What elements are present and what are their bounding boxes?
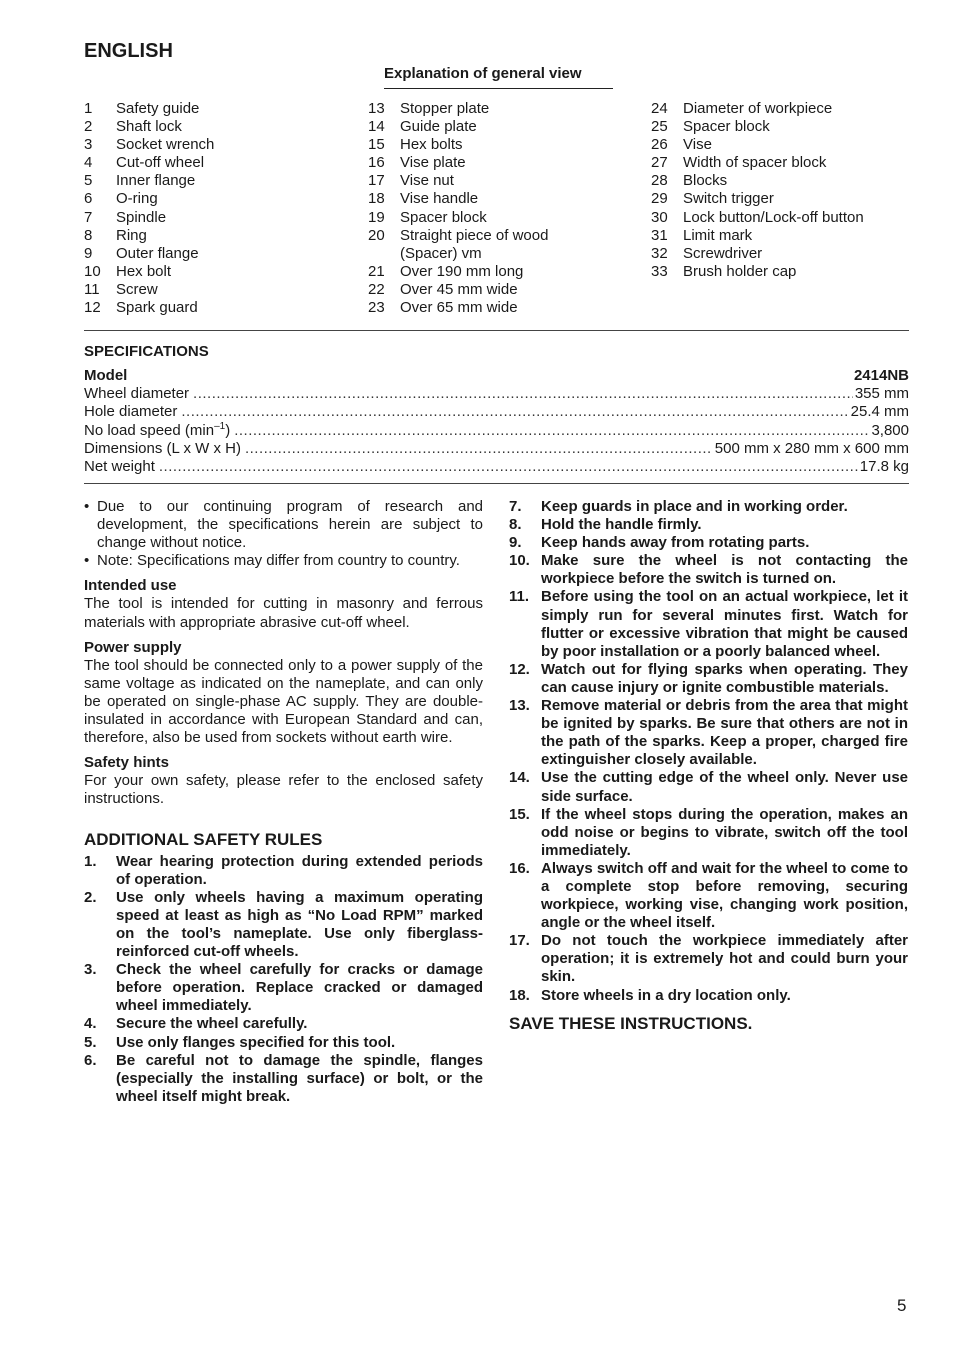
- spec-label-tail: ): [225, 421, 231, 439]
- legend-label: Spacer block: [400, 208, 487, 226]
- legend-item: [651, 209, 864, 227]
- legend-number: 31: [651, 226, 668, 244]
- legend-number: 10: [84, 262, 101, 280]
- legend-item: [368, 190, 548, 208]
- safety-rule: [84, 1015, 483, 1033]
- safety-rule-number: 7.: [509, 498, 522, 515]
- leader-dots: [181, 403, 848, 421]
- safety-rule-text: Use only wheels having a maximum operating speed at least as high as “No Load RPM” marked on the tool’s nameplate. Use only fiberglass-reinforced cut-off wheels.: [116, 888, 483, 961]
- page-number: 5: [897, 1296, 907, 1315]
- legend-number: 19: [368, 208, 385, 226]
- legend-number: 18: [368, 190, 385, 208]
- legend-item: [84, 154, 214, 172]
- legend-label: Brush holder cap: [683, 262, 797, 280]
- legend-number: 8: [84, 226, 93, 244]
- legend-label: Safety guide: [116, 100, 200, 117]
- legend-item: [84, 172, 214, 190]
- spec-label: [84, 440, 241, 458]
- legend-label: Screwdriver: [683, 244, 763, 262]
- safety-rule-text: Remove material or debris from the area that might be ignited by sparks. Be sure that others are not in the path of the sparks. Keep a proper, charged fire extinguisher closely available.: [541, 697, 908, 769]
- left-column: [84, 498, 483, 1106]
- divider-bottom: [84, 483, 909, 484]
- safety-rule-number: 11.: [509, 588, 530, 606]
- spec-label-superscript: –1: [214, 420, 226, 432]
- legend-item: [84, 263, 214, 281]
- safety-rule: [509, 552, 908, 588]
- legend-label: Spindle: [116, 208, 167, 226]
- legend-label: Blocks: [683, 172, 728, 190]
- legend-label: Ring: [116, 226, 147, 244]
- safety-rule-number: 9.: [509, 534, 522, 552]
- legend-number: 2: [84, 118, 93, 136]
- legend-number: 30: [651, 208, 668, 226]
- legend-item: [84, 281, 214, 299]
- safety-rule: [509, 769, 908, 805]
- legend-label: Vise plate: [400, 154, 466, 172]
- legend-label: Spark guard: [116, 299, 198, 317]
- spec-row: [84, 458, 909, 476]
- safety-hints-text: For your own safety, please refer to the enclosed safety instructions.: [84, 772, 483, 808]
- bullet-mark: •: [84, 498, 90, 515]
- leader-dots: [234, 422, 869, 440]
- spec-label-text: Dimensions (L x W x H): [84, 439, 241, 457]
- legend-item: [651, 118, 864, 136]
- spec-row: [84, 440, 909, 458]
- safety-rule-number: 3.: [84, 961, 97, 979]
- legend-label: Hex bolt: [116, 262, 172, 280]
- safety-rule: [509, 987, 908, 1005]
- spec-value: 500 mm x 280 mm x 600 mm: [714, 439, 909, 457]
- safety-rule-text: Wear hearing protection during extended periods of operation.: [116, 852, 483, 888]
- legend-label: Vise handle: [400, 190, 479, 208]
- legend-label: Switch trigger: [683, 190, 774, 208]
- legend-number: 26: [651, 136, 668, 154]
- spec-model-label: Model: [84, 367, 128, 384]
- legend-number: 13: [368, 100, 385, 117]
- legend-item: [368, 227, 548, 245]
- legend-number: 32: [651, 244, 668, 262]
- legend-label: Vise nut: [400, 172, 454, 190]
- legend-item: [651, 227, 864, 245]
- spec-label: [84, 385, 189, 403]
- safety-rule-number: 6.: [84, 1051, 97, 1069]
- legend-number: 6: [84, 190, 93, 208]
- bullet-text: Due to our continuing program of research and development, the specifications herein are subject to change without notice.: [97, 498, 483, 552]
- legend-label: Spacer block: [683, 118, 770, 136]
- legend-label: Hex bolts: [400, 136, 463, 154]
- legend-item: [368, 281, 548, 299]
- legend-item: [84, 299, 214, 317]
- legend-number: 25: [651, 118, 668, 136]
- legend-column-3: [651, 100, 864, 281]
- legend-item: [368, 209, 548, 227]
- safety-rule-text: Keep guards in place and in working order.: [541, 498, 848, 515]
- safety-rule: [509, 806, 908, 860]
- legend-number: 1: [84, 100, 93, 117]
- legend-item: [651, 136, 864, 154]
- legend-label: Limit mark: [683, 226, 753, 244]
- safety-rule-number: 14.: [509, 769, 530, 787]
- legend-number: 22: [368, 280, 385, 298]
- safety-rule: [509, 697, 908, 769]
- legend-number: 16: [368, 154, 385, 172]
- legend-column-2: [368, 100, 548, 317]
- spec-header-row: [84, 367, 909, 385]
- legend-item: [84, 227, 214, 245]
- additional-safety-rules-title: ADDITIONAL SAFETY RULES: [84, 829, 323, 849]
- safety-rule-text: Use the cutting edge of the wheel only. Never use side surface.: [541, 769, 908, 805]
- legend-number: 28: [651, 172, 668, 190]
- legend-number: 27: [651, 154, 668, 172]
- spec-label-text: Hole diameter: [84, 403, 178, 421]
- legend-label: Socket wrench: [116, 136, 215, 154]
- legend-number: 20: [368, 226, 385, 244]
- legend-number: 7: [84, 208, 93, 226]
- safety-rule-text: Be careful not to damage the spindle, flanges (especially the installing surface) or bolt, or the wheel itself might break.: [116, 1051, 483, 1105]
- spec-label-text: Net weight: [84, 458, 155, 476]
- divider-top: [84, 330, 909, 331]
- legend-number: 4: [84, 154, 93, 172]
- specifications-title: SPECIFICATIONS: [84, 343, 209, 360]
- safety-rule-number: 4.: [84, 1015, 97, 1033]
- legend-number: 23: [368, 299, 385, 317]
- spec-model-value: 2414NB: [853, 367, 909, 384]
- safety-rule: [84, 961, 483, 1015]
- safety-rule-text: Make sure the wheel is not contacting the workpiece before the switch is turned on.: [541, 552, 908, 588]
- safety-rule: [509, 661, 908, 697]
- legend-number: 21: [368, 262, 385, 280]
- legend-label: Guide plate: [400, 118, 477, 136]
- legend-item: [651, 154, 864, 172]
- bullet-text: Note: Specifications may differ from country to country.: [97, 552, 460, 570]
- legend-number: 29: [651, 190, 668, 208]
- safety-rule: [84, 853, 483, 889]
- legend-number: 24: [651, 100, 668, 117]
- intended-use-title: Intended use: [84, 577, 177, 595]
- legend-item: [368, 299, 548, 317]
- spec-value: 25.4 mm: [850, 403, 909, 421]
- explanation-title: Explanation of general view: [384, 65, 582, 82]
- legend-item: [84, 190, 214, 208]
- legend-label: Shaft lock: [116, 118, 182, 136]
- legend-label: Lock button/Lock-off button: [683, 208, 864, 226]
- legend-item: [651, 263, 864, 281]
- legend-item: [84, 136, 214, 154]
- safety-rule: [509, 516, 908, 534]
- spec-value: 17.8 kg: [859, 458, 909, 476]
- safety-rule-text: Before using the tool on an actual workpiece, let it simply run for several minutes first. Watch for flutter or excessive vibration that might be caused by poor installation or a poorly balanced wheel.: [541, 588, 908, 660]
- safety-rule-text: Check the wheel carefully for cracks or damage before operation. Replace cracked or damaged wheel immediately.: [116, 961, 483, 1015]
- safety-rule: [509, 932, 908, 986]
- safety-rule-number: 15.: [509, 805, 530, 823]
- legend-label: Inner flange: [116, 172, 196, 190]
- legend-label: Straight piece of wood: [400, 226, 549, 244]
- safety-rule-text: Do not touch the workpiece immediately after operation; it is extremely hot and could burn your skin.: [541, 932, 908, 986]
- spec-label: [84, 422, 230, 440]
- safety-rule-text: Secure the wheel carefully.: [116, 1015, 308, 1033]
- legend-label: Vise: [683, 136, 712, 154]
- safety-rule-text: Store wheels in a dry location only.: [541, 986, 791, 1004]
- legend-number: 12: [84, 299, 101, 317]
- legend-number: 5: [84, 172, 93, 190]
- explanation-underline: [384, 88, 613, 89]
- legend-number: 3: [84, 136, 93, 154]
- legend-number: [368, 245, 400, 263]
- safety-rule: [509, 498, 908, 516]
- legend-number: 14: [368, 118, 385, 136]
- legend-item: [84, 245, 214, 263]
- legend-label: Over 190 mm long: [400, 262, 524, 280]
- legend-label: Stopper plate: [400, 100, 490, 117]
- legend-label: Outer flange: [116, 244, 199, 262]
- safety-rule-number: 8.: [509, 516, 522, 534]
- legend-label: Over 45 mm wide: [400, 280, 518, 298]
- safety-rule-number: 16.: [509, 859, 530, 877]
- safety-rule-number: 18.: [509, 986, 530, 1004]
- safety-rule: [509, 534, 908, 552]
- right-column: [509, 498, 908, 1033]
- legend-item: [368, 100, 548, 118]
- safety-rule: [84, 1052, 483, 1106]
- safety-rule-text: Keep hands away from rotating parts.: [541, 534, 810, 552]
- safety-rule-number: 1.: [84, 852, 97, 870]
- legend-label: Cut-off wheel: [116, 154, 205, 172]
- spec-label-text: No load speed (min: [84, 421, 215, 439]
- legend-label: Screw: [116, 280, 158, 298]
- safety-rule-text: Always switch off and wait for the wheel to come to a complete stop before removing, securing workpiece, working vise, changing work position, angle or the wheel itself.: [541, 859, 908, 932]
- legend-item: [651, 190, 864, 208]
- legend-number: 11: [84, 280, 100, 298]
- safety-rule: [509, 588, 908, 660]
- safety-rule-number: 12.: [509, 660, 530, 678]
- legend-item: [84, 100, 214, 118]
- safety-rule-text: Use only flanges specified for this tool.: [116, 1033, 396, 1051]
- spec-row: [84, 422, 909, 440]
- legend-item: [368, 263, 548, 281]
- legend-item: [368, 136, 548, 154]
- legend-number: 33: [651, 262, 668, 280]
- safety-rule-number: 13.: [509, 697, 530, 715]
- legend-item: [84, 118, 214, 136]
- legend-item: [651, 245, 864, 263]
- safety-rule-number: 10.: [509, 552, 530, 570]
- leader-dots: [245, 440, 713, 458]
- safety-hints-title: Safety hints: [84, 754, 170, 772]
- legend-number: 9: [84, 244, 93, 262]
- legend-item: [84, 209, 214, 227]
- specifications-table: [84, 367, 909, 476]
- legend-column-1: [84, 100, 214, 317]
- spec-label-text: Wheel diameter: [84, 385, 190, 403]
- legend-item: [368, 154, 548, 172]
- legend-label: O-ring: [116, 190, 158, 208]
- safety-rule-text: Hold the handle firmly.: [541, 516, 702, 534]
- legend-item: [368, 172, 548, 190]
- legend-item: [368, 245, 548, 263]
- spec-value: 3,800: [871, 421, 909, 439]
- legend-number: 17: [368, 172, 385, 190]
- safety-rule-text: If the wheel stops during the operation, makes an odd noise or begins to vibrate, switch off the tool immediately.: [541, 805, 908, 859]
- power-supply-title: Power supply: [84, 638, 182, 656]
- bullet-item: [84, 498, 483, 552]
- spec-value: 355 mm: [854, 385, 909, 403]
- power-supply-text: The tool should be connected only to a power supply of the same voltage as indicated on the nameplate, and can only be operated on single-phase AC supply. They are double-insulated in accordance with European Standard and can, therefore, also be used from sockets without earth wire.: [84, 656, 483, 747]
- safety-rules-list-right: [509, 498, 908, 1005]
- language-heading: ENGLISH: [84, 40, 173, 62]
- legend-label: Over 65 mm wide: [400, 299, 518, 317]
- legend-number: 15: [368, 136, 385, 154]
- safety-rule-number: 17.: [509, 932, 530, 950]
- legend-label: Width of spacer block: [683, 154, 827, 172]
- spec-label: [84, 403, 177, 421]
- safety-rule-number: 2.: [84, 888, 97, 906]
- leader-dots: [159, 458, 858, 476]
- bullet-item: [84, 552, 483, 570]
- save-instructions: SAVE THESE INSTRUCTIONS.: [509, 1013, 753, 1033]
- legend-item: [651, 100, 864, 118]
- safety-rule-text: Watch out for flying sparks when operating. They can cause injury or ignite combustible materials.: [541, 660, 908, 696]
- safety-rule: [84, 1034, 483, 1052]
- spec-row: [84, 385, 909, 403]
- safety-rule-number: 5.: [84, 1033, 97, 1051]
- spec-label: [84, 458, 155, 476]
- safety-rule: [84, 889, 483, 961]
- legend-item: [651, 172, 864, 190]
- safety-rule: [509, 860, 908, 932]
- safety-rules-list-left: [84, 853, 483, 1106]
- legend-label: (Spacer) vm: [400, 244, 482, 262]
- bullet-mark: •: [84, 552, 90, 570]
- legend-label: Diameter of workpiece: [683, 100, 833, 117]
- leader-dots: [193, 385, 853, 403]
- intended-use-text: The tool is intended for cutting in masonry and ferrous materials with appropriate abrasive cut-off wheel.: [84, 595, 483, 631]
- legend-item: [368, 118, 548, 136]
- spec-row: [84, 403, 909, 421]
